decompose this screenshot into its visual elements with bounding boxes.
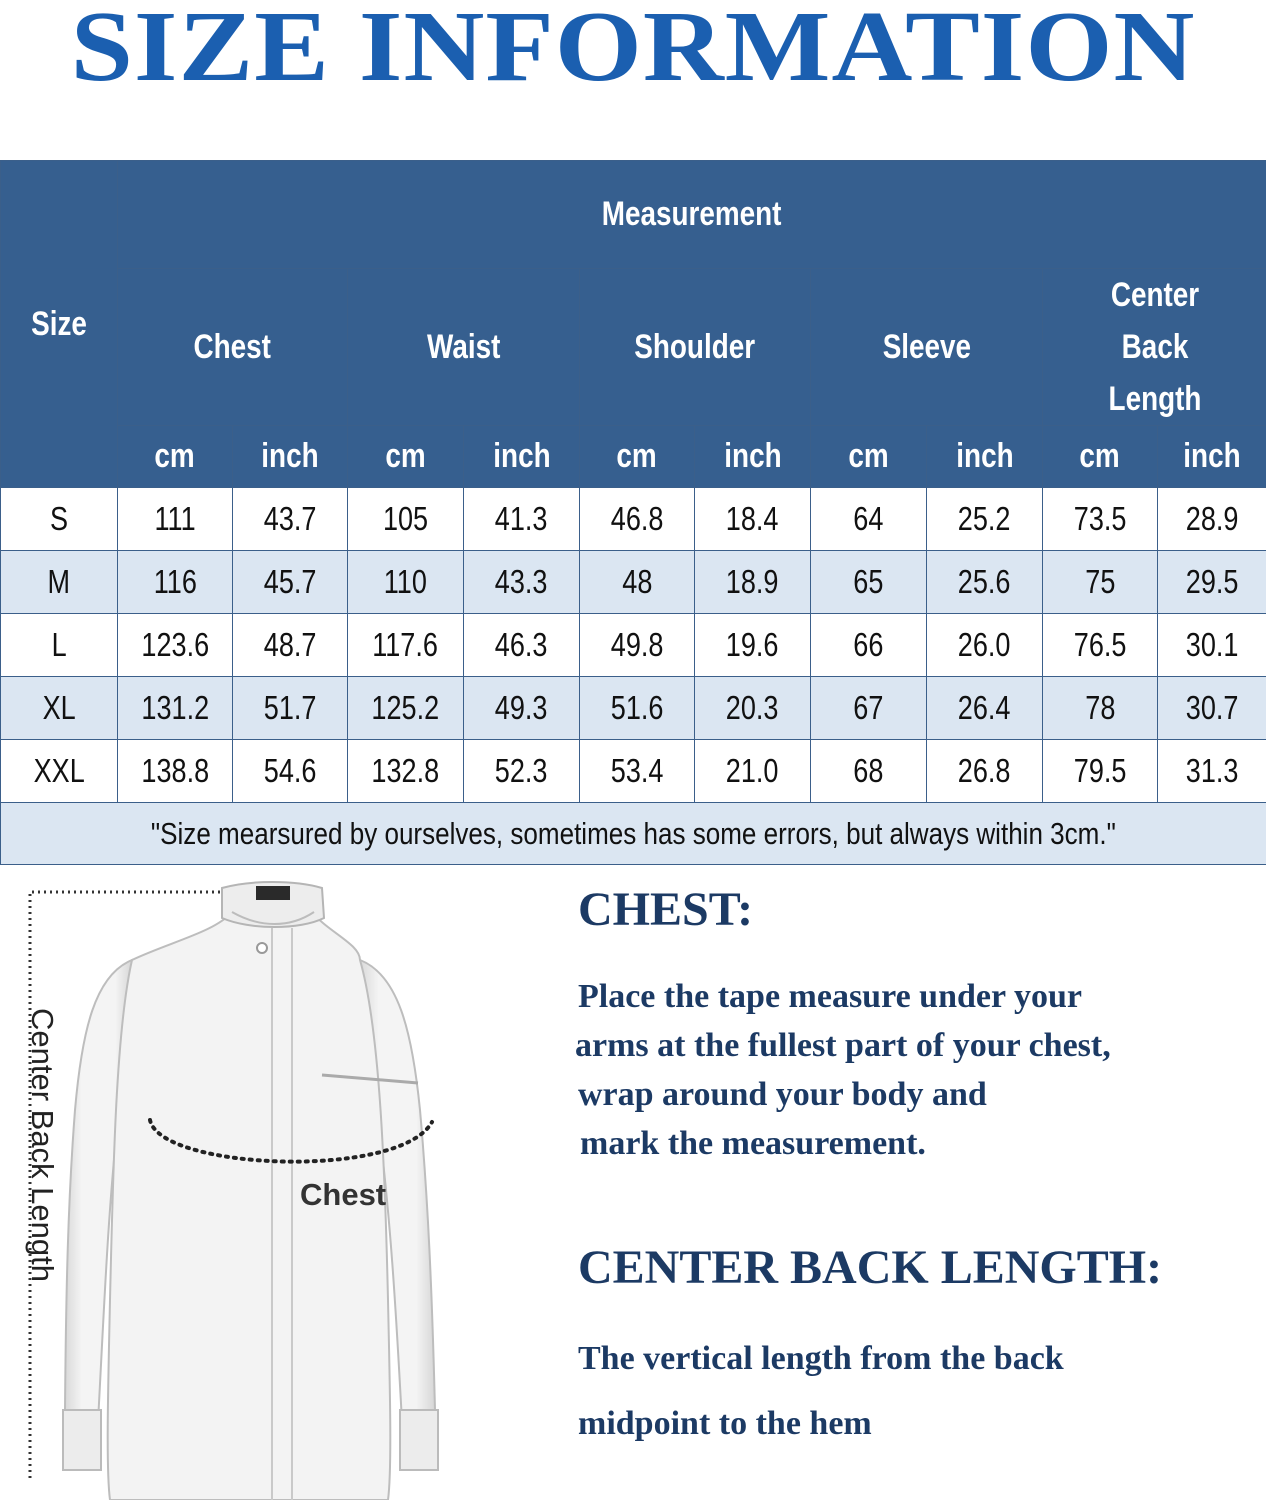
table-row [1, 551, 1266, 614]
unit-header-inch: inch [233, 426, 348, 488]
value-cell: 41.3 [464, 488, 580, 551]
value-cell: 20.3 [695, 677, 811, 740]
value-cell: 31.3 [1158, 740, 1266, 803]
value-cell: 111 [118, 488, 233, 551]
value-cell: 48 [580, 551, 695, 614]
center-back-length-column-header: Center Back Length [1043, 269, 1266, 426]
shoulder-column-header: Shoulder [580, 269, 811, 426]
size-cell: L [1, 614, 118, 677]
unit-header-inch: inch [464, 426, 580, 488]
size-column-header: Size [1, 161, 118, 488]
unit-header-inch: inch [1158, 426, 1266, 488]
unit-header-inch: inch [927, 426, 1043, 488]
value-cell: 110 [348, 551, 464, 614]
waist-column-header: Waist [348, 269, 580, 426]
value-cell: 79.5 [1043, 740, 1158, 803]
chest-desc-line-4: mark the measurement. [580, 1125, 926, 1162]
value-cell: 26.4 [927, 677, 1043, 740]
center-back-length-label: Center Back Length [25, 1007, 60, 1282]
chest-desc-line-2: arms at the fullest part of your chest, [575, 1027, 1111, 1064]
value-cell: 73.5 [1043, 488, 1158, 551]
value-cell: 25.2 [927, 488, 1043, 551]
value-cell: 138.8 [118, 740, 233, 803]
value-cell: 54.6 [233, 740, 348, 803]
value-cell: 48.7 [233, 614, 348, 677]
measurement-note: "Size mearsured by ourselves, sometimes has some errors, but always within 3cm." [1, 803, 1266, 865]
value-cell: 49.3 [464, 677, 580, 740]
value-cell: 43.3 [464, 551, 580, 614]
sleeve-column-header: Sleeve [811, 269, 1043, 426]
value-cell: 131.2 [118, 677, 233, 740]
unit-header-inch: inch [695, 426, 811, 488]
value-cell: 67 [811, 677, 927, 740]
unit-header-cm: cm [1043, 426, 1158, 488]
value-cell: 43.7 [233, 488, 348, 551]
page-title: SIZE INFORMATION [70, 0, 1196, 103]
table-row [1, 614, 1266, 677]
value-cell: 30.1 [1158, 614, 1266, 677]
value-cell: 65 [811, 551, 927, 614]
chest-desc-line-3: wrap around your body and [578, 1076, 987, 1113]
value-cell: 123.6 [118, 614, 233, 677]
value-cell: 45.7 [233, 551, 348, 614]
value-cell: 125.2 [348, 677, 464, 740]
value-cell: 18.9 [695, 551, 811, 614]
shirt-diagram [0, 870, 560, 1500]
value-cell: 132.8 [348, 740, 464, 803]
value-cell: 26.8 [927, 740, 1043, 803]
chest-desc-line-1: Place the tape measure under your [578, 978, 1082, 1015]
value-cell: 46.3 [464, 614, 580, 677]
collar-button-icon [257, 943, 267, 953]
value-cell: 29.5 [1158, 551, 1266, 614]
unit-header-cm: cm [580, 426, 695, 488]
unit-header-cm: cm [348, 426, 464, 488]
value-cell: 116 [118, 551, 233, 614]
unit-header-cm: cm [811, 426, 927, 488]
value-cell: 52.3 [464, 740, 580, 803]
value-cell: 53.4 [580, 740, 695, 803]
value-cell: 68 [811, 740, 927, 803]
value-cell: 49.8 [580, 614, 695, 677]
unit-header-cm: cm [118, 426, 233, 488]
measurement-header: Measurement [118, 161, 1266, 269]
size-cell: XXL [1, 740, 118, 803]
value-cell: 76.5 [1043, 614, 1158, 677]
size-cell: M [1, 551, 118, 614]
chest-heading: CHEST: [578, 883, 754, 936]
brand-tag-icon [256, 886, 290, 900]
value-cell: 26.0 [927, 614, 1043, 677]
back-length-desc-line-2: midpoint to the hem [578, 1405, 872, 1442]
table-row [1, 677, 1266, 740]
size-chart-table [0, 160, 1266, 865]
value-cell: 78 [1043, 677, 1158, 740]
value-cell: 19.6 [695, 614, 811, 677]
value-cell: 21.0 [695, 740, 811, 803]
value-cell: 30.7 [1158, 677, 1266, 740]
table-row [1, 740, 1266, 803]
value-cell: 105 [348, 488, 464, 551]
back-length-desc-line-1: The vertical length from the back [578, 1340, 1064, 1377]
value-cell: 25.6 [927, 551, 1043, 614]
back-length-heading: CENTER BACK LENGTH: [578, 1241, 1163, 1294]
size-cell: S [1, 488, 118, 551]
value-cell: 51.6 [580, 677, 695, 740]
value-cell: 75 [1043, 551, 1158, 614]
chest-column-header: Chest [118, 269, 348, 426]
size-rows [1, 488, 1266, 803]
value-cell: 117.6 [348, 614, 464, 677]
value-cell: 51.7 [233, 677, 348, 740]
size-cell: XL [1, 677, 118, 740]
unit-header-row [1, 426, 1266, 488]
value-cell: 66 [811, 614, 927, 677]
chest-diagram-label: Chest [300, 1177, 387, 1212]
value-cell: 28.9 [1158, 488, 1266, 551]
value-cell: 46.8 [580, 488, 695, 551]
value-cell: 64 [811, 488, 927, 551]
value-cell: 18.4 [695, 488, 811, 551]
table-row [1, 488, 1266, 551]
